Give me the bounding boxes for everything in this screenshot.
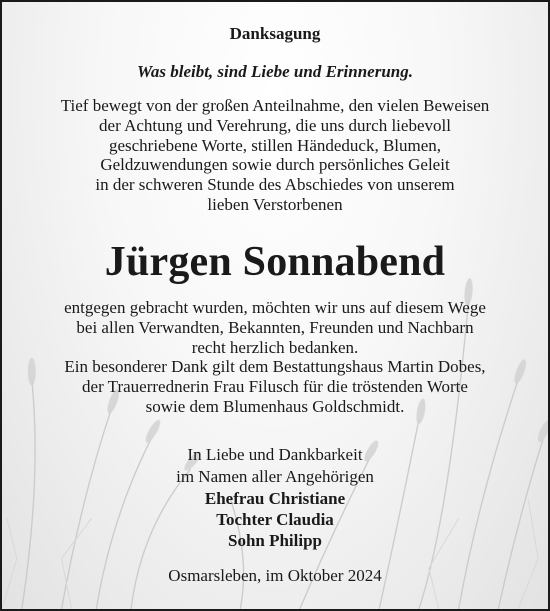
text-line: der Achtung und Verehrung, die uns durch liebevoll [99, 115, 451, 135]
signers-list [2, 488, 548, 551]
place-date: Osmarsleben, im Oktober 2024 [168, 566, 382, 585]
text-line: bei allen Verwandten, Bekannten, Freunden und Nachbarn [76, 317, 474, 337]
text-line: in der schweren Stunde des Abschiedes von unserem [95, 175, 455, 195]
deceased-name: Jürgen Sonnabend [104, 239, 446, 285]
heading-title: Danksagung [229, 24, 321, 43]
text-line: Ein besonderer Dank gilt dem Bestattungshaus Martin Dobes, [64, 357, 486, 377]
text-line: Geldzuwendungen sowie durch persönliches Geleit [100, 155, 450, 175]
text-line: im Namen aller Angehörigen [176, 467, 374, 486]
text-line: sowie dem Blumenhaus Goldschmidt. [145, 396, 405, 416]
text-line: recht herzlich bedanken. [191, 337, 359, 357]
intro-paragraph [2, 96, 548, 215]
signer-name: Tochter Claudia [216, 510, 334, 529]
text-line: geschriebene Worte, stillen Händeduck, Blumen, [108, 135, 442, 155]
text-line: entgegen gebracht wurden, möchten wir uns auf diesem Wege [64, 298, 486, 317]
text-line: Tief bewegt von der großen Anteilnahme, den vielen Beweisen [60, 96, 490, 115]
signer-name: Ehefrau Christiane [204, 489, 346, 508]
signer-name: Sohn Philipp [227, 531, 323, 550]
thanks-paragraph [2, 298, 548, 417]
memorial-quote: Was bleibt, sind Liebe und Erinnerung. [137, 62, 413, 81]
text-line: In Liebe und Dankbarkeit [187, 445, 363, 464]
text-line: der Trauerrednerin Frau Filusch für die tröstenden Worte [82, 377, 468, 397]
closing-text [2, 444, 548, 488]
text-line: lieben Verstorbenen [207, 194, 343, 214]
